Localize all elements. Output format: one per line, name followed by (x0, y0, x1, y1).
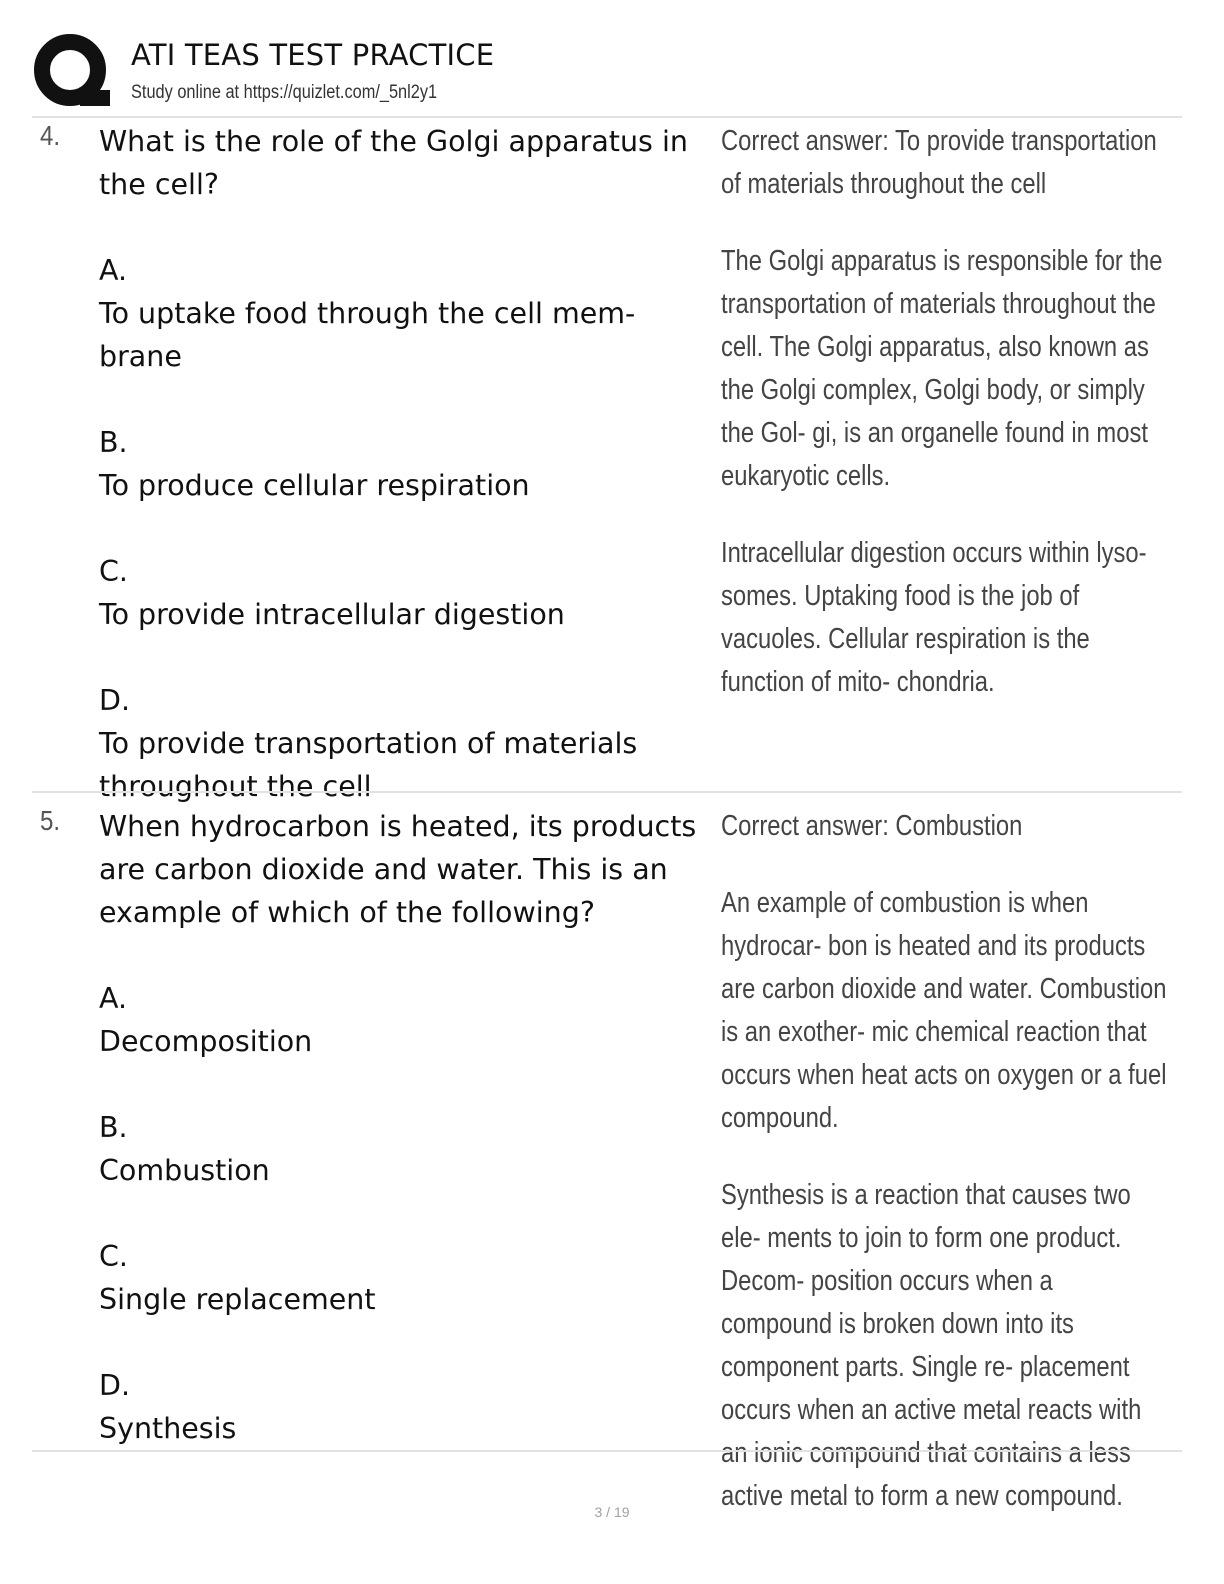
question-text: What is the role of the Golgi apparatus in the cell? (99, 125, 688, 201)
question-divider (32, 791, 1182, 793)
answer-explanation (721, 805, 1168, 1518)
option-text: To uptake food through the cell mem- brane (99, 297, 636, 373)
option-text: Single replacement (99, 1283, 376, 1316)
correct-answer: Correct answer: Combustion (721, 810, 1023, 842)
option-letter: C. (99, 1240, 128, 1273)
quizlet-q-logo-icon (32, 32, 112, 112)
answer-option-a (99, 977, 719, 1063)
answer-option-a (99, 249, 719, 378)
answer-option-d (99, 679, 719, 808)
option-letter: B. (99, 1111, 128, 1144)
explanation-paragraph: The Golgi apparatus is responsible for the transportation of materials throughout the cell. The Golgi apparatus, also known as the Golgi complex, Golgi body, or simply the Gol- gi, is an organelle found in most eukaryotic cells. (721, 245, 1163, 492)
question-body (99, 120, 719, 808)
document-header (32, 30, 1182, 116)
option-letter: C. (99, 555, 128, 588)
answer-explanation (721, 120, 1168, 704)
option-letter: D. (99, 1369, 131, 1402)
question-body (99, 805, 719, 1450)
option-text: Synthesis (99, 1412, 237, 1445)
answer-option-d (99, 1364, 719, 1450)
option-letter: D. (99, 684, 131, 717)
answer-option-c (99, 550, 719, 636)
question-text: When hydrocarbon is heated, its products are carbon dioxide and water. This is an example of which of the following? (99, 810, 697, 929)
explanation-paragraph: Intracellular digestion occurs within lyso- somes. Uptaking food is the job of vacuoles. Cellular respiration is the function of mito- chondria. (721, 537, 1147, 698)
page-number: 3 / 19 (594, 1504, 630, 1520)
option-text: Decomposition (99, 1025, 313, 1058)
document-subtitle: Study online at https://quizlet.com/_5nl2y1 (131, 82, 438, 103)
option-text: To produce cellular respiration (99, 469, 530, 502)
header-divider (32, 116, 1182, 118)
option-letter: B. (99, 426, 128, 459)
answer-option-b (99, 1106, 719, 1192)
option-text: Combustion (99, 1154, 270, 1187)
answer-option-b (99, 421, 719, 507)
question-number: 5. (40, 805, 61, 836)
question-divider (32, 1450, 1182, 1452)
option-letter: A. (99, 982, 128, 1015)
option-letter: A. (99, 254, 128, 287)
option-text: To provide transportation of materials throughout the cell (99, 727, 638, 803)
question-number: 4. (40, 120, 61, 151)
answer-option-c (99, 1235, 719, 1321)
option-text: To provide intracellular digestion (99, 598, 565, 631)
document-title: ATI TEAS TEST PRACTICE (131, 38, 495, 72)
explanation-paragraph: Synthesis is a reaction that causes two ele- ments to join to form one product. Decom- position occurs when a compound is broken down into its component parts. Single re- placement occurs when an active metal reacts with an ionic compound that contains a less active metal to form a new compound. (721, 1179, 1142, 1512)
explanation-paragraph: An example of combustion is when hydrocar- bon is heated and its products are carbon dioxide and water. Combustion is an exother- mic chemical reaction that occurs when heat acts on oxygen or a fuel compound. (721, 887, 1167, 1134)
correct-answer: Correct answer: To provide transportation of materials throughout the cell (721, 125, 1157, 200)
